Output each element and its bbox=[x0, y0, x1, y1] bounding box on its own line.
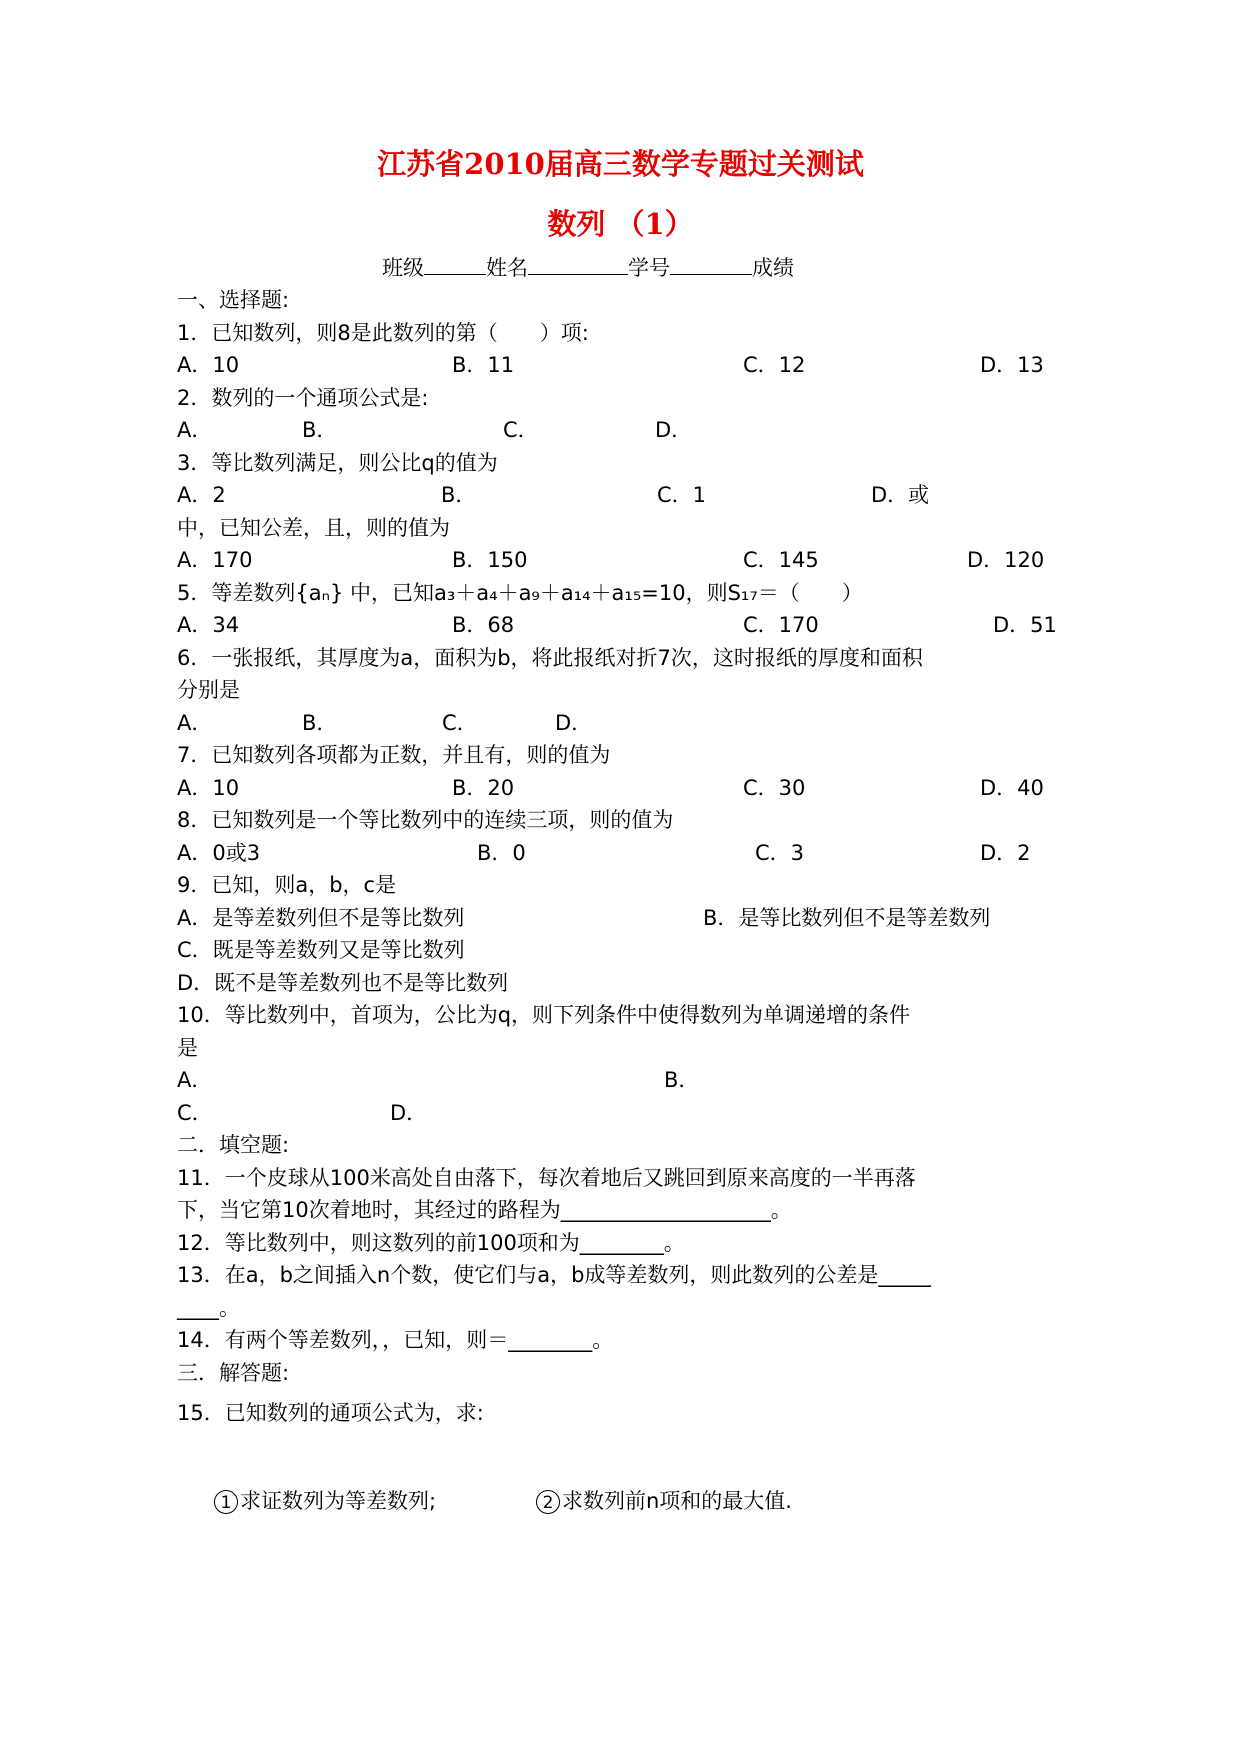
id-label: 学号 bbox=[628, 256, 670, 280]
document-title: 江苏省2010届高三数学专题过关测试 bbox=[377, 147, 864, 181]
option-d: D．51 bbox=[993, 613, 1057, 637]
option-c: C．30 bbox=[743, 776, 806, 800]
option-b: B．150 bbox=[452, 548, 528, 572]
section-heading-solve: 三．解答题: bbox=[177, 1361, 290, 1385]
class-label: 班级 bbox=[382, 256, 424, 280]
name-label: 姓名 bbox=[486, 256, 528, 280]
option-a: A．10 bbox=[177, 776, 240, 800]
option-a: A． bbox=[177, 418, 213, 442]
question-6-options bbox=[177, 709, 1057, 737]
question-1-stem: 1．已知数列，则8是此数列的第（ ）项: bbox=[177, 321, 589, 345]
question-8-options bbox=[177, 839, 1057, 867]
question-10-stem-cont: 是 bbox=[177, 1036, 198, 1060]
question-13-line-1: 13．在a，b之间插入n个数，使它们与a，b成等差数列，则此数列的公差是_____ bbox=[177, 1263, 931, 1287]
question-4-options bbox=[177, 546, 1057, 574]
option-c: C．3 bbox=[755, 841, 805, 865]
option-b: B． bbox=[302, 711, 338, 735]
option-b: B．0 bbox=[477, 841, 526, 865]
question-2-stem: 2．数列的一个通项公式是: bbox=[177, 386, 429, 410]
option-c: C．145 bbox=[743, 548, 819, 572]
option-b: B． bbox=[441, 483, 477, 507]
option-c: C．1 bbox=[657, 483, 707, 507]
question-11-line-2: 下，当它第10次着地时，其经过的路程为____________________。 bbox=[177, 1198, 792, 1222]
option-a: A．34 bbox=[177, 613, 240, 637]
question-10-stem: 10．等比数列中，首项为，公比为q，则下列条件中使得数列为单调递增的条件 bbox=[177, 1003, 911, 1027]
question-9-stem: 9．已知，则a，b，c是 bbox=[177, 873, 397, 897]
option-d: D．或 bbox=[871, 483, 930, 507]
question-8-stem: 8．已知数列是一个等比数列中的连续三项，则的值为 bbox=[177, 808, 674, 832]
option-b: B．20 bbox=[452, 776, 515, 800]
option-a: A．170 bbox=[177, 548, 253, 572]
circled-number-1: 1 bbox=[214, 1490, 238, 1514]
option-d: D． bbox=[655, 418, 693, 442]
option-a: A．是等差数列但不是等比数列 bbox=[177, 906, 465, 930]
question-12: 12．等比数列中，则这数列的前100项和为________。 bbox=[177, 1231, 685, 1255]
option-a: A．10 bbox=[177, 353, 240, 377]
option-b: B．68 bbox=[452, 613, 515, 637]
question-6-stem-cont: 分别是 bbox=[177, 678, 240, 702]
document-subtitle: 数列 （1） bbox=[547, 207, 694, 241]
class-blank bbox=[424, 253, 486, 275]
option-c: C． bbox=[503, 418, 539, 442]
question-7-options bbox=[177, 774, 1057, 802]
option-b: B．是等比数列但不是等差数列 bbox=[703, 906, 991, 930]
option-c: C． bbox=[177, 1101, 213, 1125]
option-d: D．既不是等差数列也不是等比数列 bbox=[177, 971, 509, 995]
question-3-options bbox=[177, 481, 1057, 509]
question-6-stem: 6．一张报纸，其厚度为a，面积为b，将此报纸对折7次，这时报纸的厚度和面积 bbox=[177, 646, 923, 670]
question-10-options-cd bbox=[177, 1099, 1057, 1127]
option-d: D．40 bbox=[980, 776, 1044, 800]
section-heading-fill: 二．填空题: bbox=[177, 1133, 290, 1157]
question-5-options bbox=[177, 611, 1057, 639]
question-15-stem: 15．已知数列的通项公式为，求: bbox=[177, 1401, 484, 1425]
question-7-stem: 7．已知数列各项都为正数，并且有，则的值为 bbox=[177, 743, 611, 767]
option-c: C．既是等差数列又是等比数列 bbox=[177, 938, 465, 962]
question-10-options-ab bbox=[177, 1066, 1057, 1094]
option-a: A． bbox=[177, 1068, 213, 1092]
question-1-options bbox=[177, 351, 1057, 379]
option-b: B． bbox=[664, 1068, 700, 1092]
question-4-stem: 中，已知公差，且，则的值为 bbox=[177, 516, 450, 540]
question-3-stem: 3．等比数列满足，则公比q的值为 bbox=[177, 451, 498, 475]
option-d: D． bbox=[390, 1101, 428, 1125]
question-13-line-2: ____。 bbox=[177, 1296, 240, 1320]
circled-number-2: 2 bbox=[536, 1490, 560, 1514]
id-blank bbox=[670, 253, 752, 275]
question-2-options bbox=[177, 416, 1057, 444]
question-11-line-1: 11．一个皮球从100米高处自由落下，每次着地后又跳回到原来高度的一半再落 bbox=[177, 1166, 916, 1190]
option-a: A．0或3 bbox=[177, 841, 261, 865]
part-1-text: 求证数列为等差数列; bbox=[240, 1489, 437, 1513]
section-heading-choice: 一、选择题: bbox=[177, 288, 290, 312]
question-5-stem: 5．等差数列{aₙ} 中，已知a₃＋a₄＋a₉＋a₁₄＋a₁₅=10，则S₁₇＝（ ） bbox=[177, 581, 863, 605]
option-b: B．11 bbox=[452, 353, 515, 377]
option-b: B． bbox=[302, 418, 338, 442]
option-d: D． bbox=[555, 711, 593, 735]
part-2-text: 求数列前n项和的最大值. bbox=[562, 1489, 792, 1513]
name-blank bbox=[528, 253, 628, 275]
option-a: A． bbox=[177, 711, 213, 735]
option-d: D．13 bbox=[980, 353, 1044, 377]
score-label: 成绩 bbox=[752, 256, 794, 280]
option-d: D．2 bbox=[980, 841, 1031, 865]
question-14: 14．有两个等差数列，，已知，则＝________。 bbox=[177, 1328, 614, 1352]
option-d: D．120 bbox=[967, 548, 1045, 572]
question-9-options-ab bbox=[177, 904, 1057, 932]
option-c: C．12 bbox=[743, 353, 806, 377]
question-15-parts bbox=[214, 1487, 914, 1517]
option-c: C． bbox=[442, 711, 478, 735]
option-a: A．2 bbox=[177, 483, 226, 507]
option-c: C．170 bbox=[743, 613, 819, 637]
